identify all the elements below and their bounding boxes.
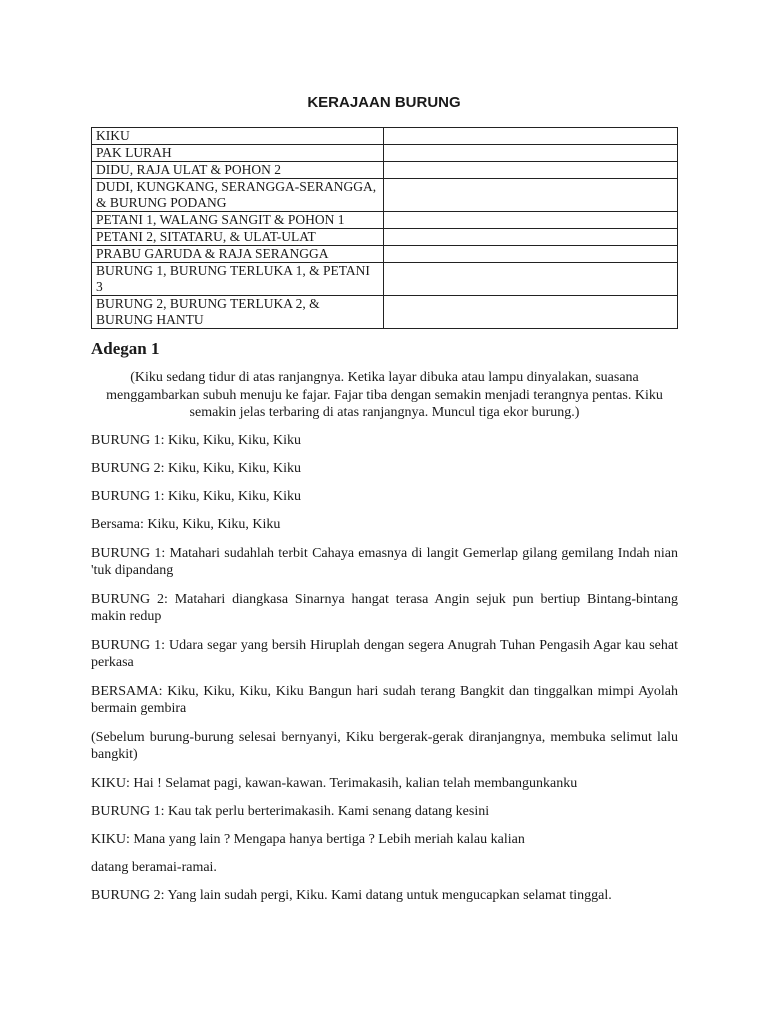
- actor-cell: [384, 229, 678, 246]
- dialogue-line: KIKU: Mana yang lain ? Mengapa hanya bertiga ? Lebih meriah kalau kalian: [91, 832, 525, 847]
- actor-cell: [384, 263, 678, 296]
- table-row: [92, 145, 678, 162]
- dialogue-line: BURUNG 1: Kiku, Kiku, Kiku, Kiku: [91, 433, 302, 448]
- role-cell: BURUNG 1, BURUNG TERLUKA 1, & PETANI 3: [92, 263, 384, 296]
- role-cell: DUDI, KUNGKANG, SERANGGA-SERANGGA, & BURUNG PODANG: [92, 179, 384, 212]
- dialogue-line: BURUNG 2: Kiku, Kiku, Kiku, Kiku: [91, 461, 302, 476]
- role-cell: PETANI 2, SITATARU, & ULAT-ULAT: [92, 229, 384, 246]
- dialogue-line: BURUNG 2: Yang lain sudah pergi, Kiku. Kami datang untuk mengucapkan selamat tinggal.: [91, 888, 612, 903]
- role-cell: PETANI 1, WALANG SANGIT & POHON 1: [92, 212, 384, 229]
- dialogue-line: BURUNG 1: Kau tak perlu berterimakasih. Kami senang datang kesini: [91, 804, 490, 819]
- cast-table: [91, 127, 678, 329]
- role-cell: PRABU GARUDA & RAJA SERANGGA: [92, 246, 384, 263]
- role-cell: DIDU, RAJA ULAT & POHON 2: [92, 162, 384, 179]
- dialogue-line: BURUNG 1: Matahari sudahlah terbit Cahaya emasnya di langit Gemerlap gilang gemilang Indah nian 'tuk dipandang: [91, 546, 678, 578]
- table-row: [92, 162, 678, 179]
- actor-cell: [384, 296, 678, 329]
- dialogue-line: BURUNG 1: Kiku, Kiku, Kiku, Kiku: [91, 489, 302, 504]
- table-row: [92, 263, 678, 296]
- stage-direction: (Kiku sedang tidur di atas ranjangnya. Ketika layar dibuka atau lampu dinyalakan, suasana menggambarkan subuh menuju ke fajar. Fajar tiba dengan semakin menjadi terangnya pentas. Kiku semakin jelas terbaring di atas ranjangnya. Muncul tiga ekor burung.): [106, 370, 663, 420]
- actor-cell: [384, 246, 678, 263]
- actor-cell: [384, 179, 678, 212]
- dialogue-line: BURUNG 2: Matahari diangkasa Sinarnya hangat terasa Angin sejuk pun bertiup Bintang-bintang makin redup: [91, 592, 678, 624]
- table-row: [92, 296, 678, 329]
- table-row: [92, 179, 678, 212]
- dialogue-line: KIKU: Hai ! Selamat pagi, kawan-kawan. Terimakasih, kalian telah membangunkanku: [91, 776, 578, 791]
- actor-cell: [384, 212, 678, 229]
- dialogue-line: datang beramai-ramai.: [91, 860, 217, 875]
- table-row: [92, 229, 678, 246]
- dialogue-line: Bersama: Kiku, Kiku, Kiku, Kiku: [91, 517, 281, 532]
- role-cell: KIKU: [92, 128, 384, 145]
- stage-direction-line: (Sebelum burung-burung selesai bernyanyi, Kiku bergerak-gerak diranjangnya, membuka selimut lalu bangkit): [91, 730, 678, 762]
- dialogue-line: BERSAMA: Kiku, Kiku, Kiku, Kiku Bangun hari sudah terang Bangkit dan tinggalkan mimpi Ayolah bermain gembira: [91, 684, 678, 716]
- actor-cell: [384, 162, 678, 179]
- table-row: [92, 246, 678, 263]
- role-cell: PAK LURAH: [92, 145, 384, 162]
- table-row: [92, 128, 678, 145]
- scene-heading: Adegan 1: [91, 339, 160, 358]
- actor-cell: [384, 128, 678, 145]
- document-title: KERAJAAN BURUNG: [307, 94, 461, 111]
- actor-cell: [384, 145, 678, 162]
- dialogue-line: BURUNG 1: Udara segar yang bersih Hiruplah dengan segera Anugrah Tuhan Pengasih Agar kau sehat perkasa: [91, 638, 678, 670]
- role-cell: BURUNG 2, BURUNG TERLUKA 2, & BURUNG HANTU: [92, 296, 384, 329]
- table-row: [92, 212, 678, 229]
